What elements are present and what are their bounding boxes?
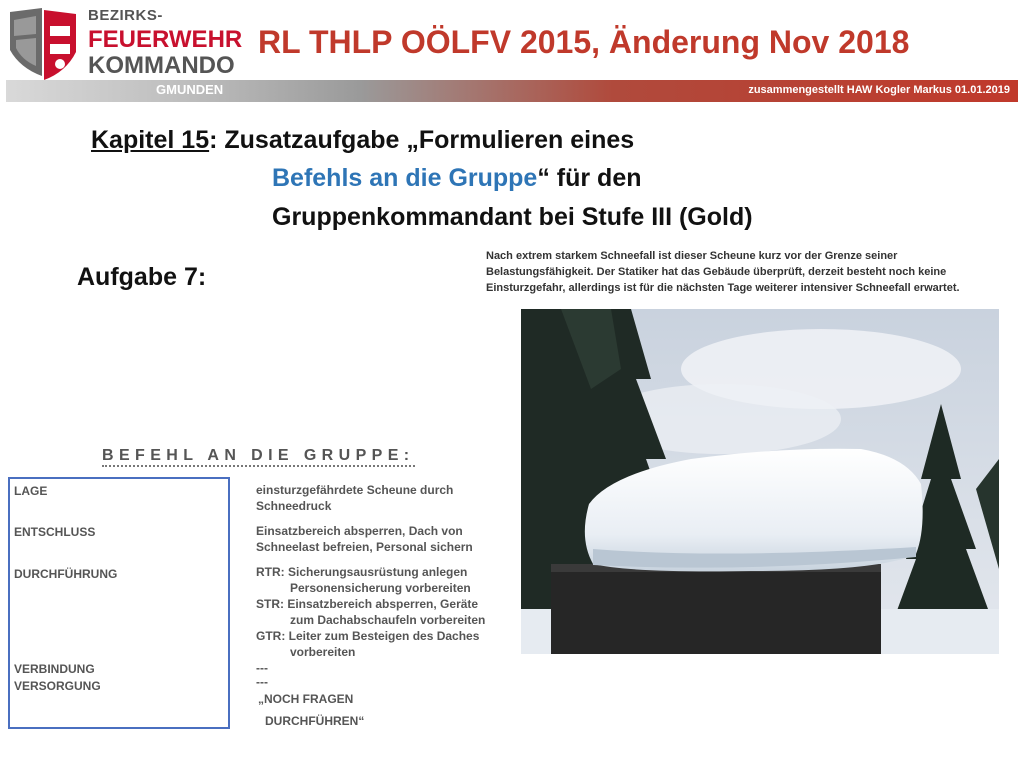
value-line: Einsatzbereich absperren, Dach von: [256, 524, 463, 538]
chapter-prefix: Kapitel 15: [91, 126, 210, 154]
value-closing: [258, 691, 364, 729]
value-line: GTR: Leiter zum Besteigen des Daches: [256, 629, 480, 643]
value-line: Schneelast befreien, Personal sichern: [256, 540, 473, 554]
value-durchfuehrung: [256, 564, 485, 660]
logo-line3: KOMMANDO: [88, 52, 235, 79]
value-line: DURCHFÜHREN“: [265, 714, 365, 728]
value-line: zum Dachabschaufeln vorbereiten: [290, 613, 486, 627]
scenario-line: Einsturzgefahr, allerdings ist für die nächsten Tage weiterer intensiver Schneefall erwartet.: [486, 282, 960, 294]
barn-snow-photo: [521, 309, 999, 654]
chapter-heading-line3: Gruppenkommandant bei Stufe III (Gold): [272, 203, 753, 231]
value-line: einsturzgefährdete Scheune durch: [256, 483, 454, 497]
logo-line2: FEUERWEHR: [88, 26, 243, 53]
task-label: Aufgabe 7:: [77, 263, 207, 291]
value-line: RTR: Sicherungsausrüstung anlegen: [256, 565, 468, 579]
value-entschluss: [256, 523, 473, 555]
logo-line1: BEZIRKS-: [88, 7, 163, 24]
header-band: [6, 80, 1018, 102]
value-line: vorbereiten: [290, 645, 356, 659]
page-title: RL THLP OÖLFV 2015, Änderung Nov 2018: [258, 24, 910, 60]
value-line: STR: Einsatzbereich absperren, Geräte: [256, 597, 479, 611]
label-durchfuehrung: DURCHFÜHRUNG: [14, 567, 118, 581]
value-line: Schneedruck: [256, 499, 332, 513]
label-lage: LAGE: [14, 484, 48, 498]
chapter-line2-rest: “ für den: [537, 164, 642, 192]
value-line: „NOCH FRAGEN: [258, 692, 354, 706]
value-versorgung: ---: [256, 675, 268, 689]
chapter-line1-rest: : Zusatzaufgabe „Formulieren eines: [209, 126, 635, 154]
value-lage: [256, 482, 453, 514]
scenario-line: Belastungsfähigkeit. Der Statiker hat das Gebäude überprüft, derzeit besteht noch keine: [486, 266, 947, 278]
label-versorgung: VERSORGUNG: [14, 679, 101, 693]
credit-text: zusammengestellt HAW Kogler Markus 01.01.2019: [748, 84, 1010, 96]
value-verbindung: ---: [256, 661, 268, 675]
band-city: GMUNDEN: [156, 82, 224, 97]
scenario-text: [486, 248, 1006, 296]
befehl-title: BEFEHL AN DIE GRUPPE:: [102, 447, 415, 467]
value-line: Personensicherung vorbereiten: [290, 581, 471, 595]
chapter-heading-line2: [272, 166, 642, 191]
scenario-line: Nach extrem starkem Schneefall ist dieser Scheune kurz vor der Grenze seiner: [486, 250, 898, 262]
label-verbindung: VERBINDUNG: [14, 662, 95, 676]
chapter-heading-line1: [91, 128, 634, 153]
coat-of-arms-icon: [6, 6, 78, 84]
chapter-highlight: Befehls an die Gruppe: [272, 164, 538, 192]
label-entschluss: ENTSCHLUSS: [14, 525, 96, 539]
